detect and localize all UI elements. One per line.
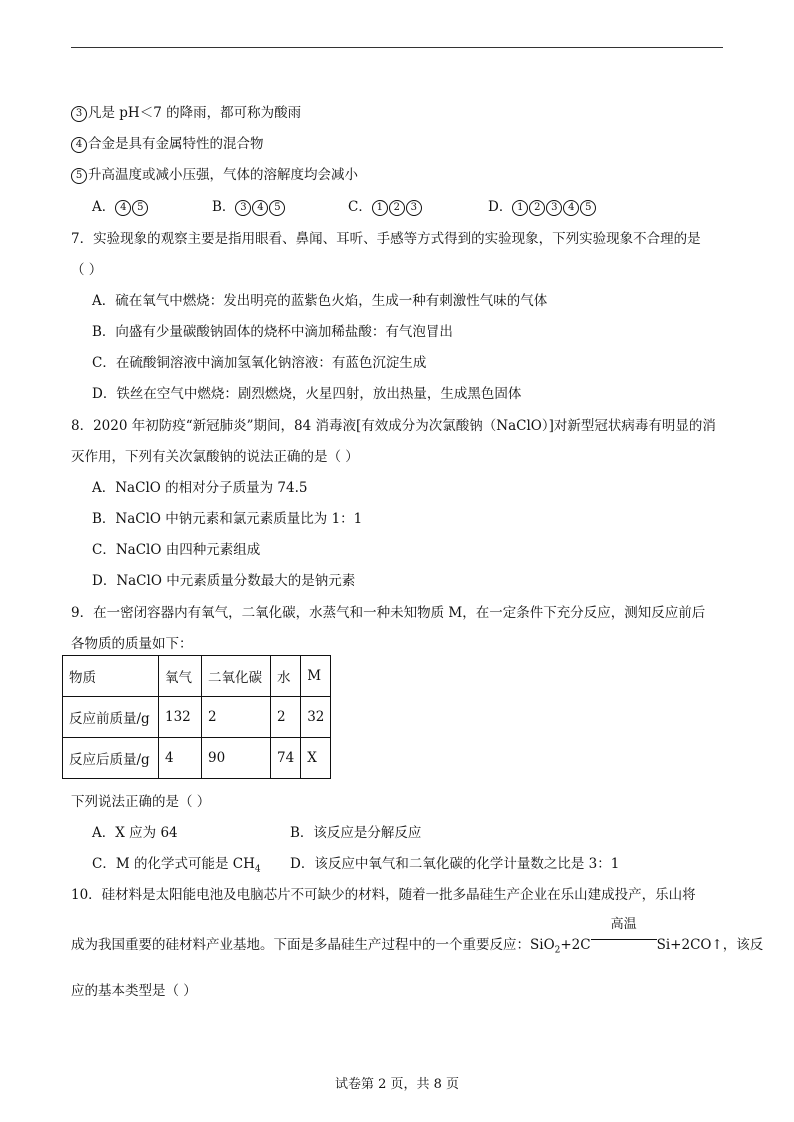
- q7-option-a: A．硫在氧气中燃烧：发出明亮的蓝紫色火焰，生成一种有刺激性气味的气体: [92, 293, 548, 309]
- q7-option-b: B．向盛有少量碳酸钠固体的烧杯中滴加稀盐酸：有气泡冒出: [92, 324, 453, 340]
- table-cell: 物质: [63, 656, 159, 697]
- table-cell: 90: [202, 738, 271, 779]
- q10-stem-line3: 应的基本类型是（ ）: [71, 983, 197, 999]
- q7-option-d: D．铁丝在空气中燃烧：剧烈燃烧，火星四射，放出热量，生成黑色固体: [92, 386, 522, 402]
- reaction-condition: [591, 917, 657, 954]
- circled-number: 4: [563, 200, 579, 216]
- q9-option-b: B．该反应是分解反应: [290, 825, 422, 841]
- table-cell: X: [301, 738, 331, 779]
- q6-option-c: [348, 198, 423, 216]
- circled-number: 2: [389, 200, 405, 216]
- table-cell: 反应后质量/g: [63, 738, 159, 779]
- circled-number: 1: [512, 200, 528, 216]
- q10-stem-line2: [71, 917, 764, 960]
- table-cell: 2: [271, 697, 301, 738]
- stem-text: 成为我国重要的硅材料产业基地。下面是多晶硅生产过程中的一个重要反应：SiO: [71, 937, 555, 953]
- table-row: [63, 738, 331, 779]
- q7-option-c: C．在硫酸铜溶液中滴加氢氧化钠溶液：有蓝色沉淀生成: [92, 355, 427, 371]
- reaction-bar: [591, 939, 657, 940]
- statement-text: 升高温度或减小压强，气体的溶解度均会减小: [88, 167, 358, 183]
- subscript: 4: [254, 864, 261, 875]
- table-row: [63, 697, 331, 738]
- q10-stem-line1: 10．硅材料是太阳能电池及电脑芯片不可缺少的材料，随着一批多晶硅生产企业在乐山建成投产，乐山将: [71, 887, 696, 903]
- q9-prompt: 下列说法正确的是（ ）: [71, 794, 211, 810]
- statement-5: [71, 166, 358, 184]
- table-cell: 32: [301, 697, 331, 738]
- q6-option-d: [488, 198, 597, 216]
- subscript: 2: [554, 945, 561, 956]
- table-cell: 132: [159, 697, 202, 738]
- circled-number: 5: [580, 200, 596, 216]
- circled-number: 5: [132, 200, 148, 216]
- option-letter: D．: [488, 199, 513, 215]
- q9-stem-line1: 9．在一密闭容器内有氧气，二氧化碳，水蒸气和一种未知物质 M，在一定条件下充分反应，测知反应前后: [71, 605, 706, 621]
- q9-option-a: A．X 应为 64: [92, 825, 178, 841]
- circled-number: 3: [546, 200, 562, 216]
- table-header-row: [63, 656, 331, 697]
- circled-number: 2: [529, 200, 545, 216]
- circled-number: 4: [71, 137, 87, 153]
- q9-stem-line2: 各物质的质量如下：: [71, 636, 193, 652]
- option-text: C．M 的化学式可能是 CH: [92, 856, 255, 872]
- circled-number: 3: [71, 106, 87, 122]
- circled-number: 3: [235, 200, 251, 216]
- q7-stem-line2: （ ）: [71, 262, 103, 278]
- q8-option-d: D．NaClO 中元素质量分数最大的是钠元素: [92, 573, 356, 589]
- option-letter: B．: [212, 199, 236, 215]
- option-letter: C．: [348, 199, 372, 215]
- q8-option-a: A．NaClO 的相对分子质量为 74.5: [92, 480, 308, 496]
- table-cell: 二氧化碳: [202, 656, 271, 697]
- circled-number: 5: [269, 200, 285, 216]
- circled-number: 1: [372, 200, 388, 216]
- products-text: Si+2CO↑，该反: [656, 937, 764, 953]
- statement-text: 合金是具有金属特性的混合物: [88, 136, 264, 152]
- statement-text: 凡是 pH＜7 的降雨，都可称为酸雨: [88, 105, 302, 121]
- q8-option-b: B．NaClO 中钠元素和氯元素质量比为 1：1: [92, 511, 363, 527]
- table-cell: M: [301, 656, 331, 697]
- q9-mass-table: [62, 655, 331, 779]
- q8-stem-line2: 灭作用，下列有关次氯酸钠的说法正确的是（ ）: [71, 449, 359, 465]
- q9-option-c: [92, 855, 261, 879]
- table-cell: 2: [202, 697, 271, 738]
- q6-option-b: [212, 198, 286, 216]
- reactant-text: +2C: [560, 937, 591, 953]
- table-cell: 氧气: [159, 656, 202, 697]
- option-letter: A．: [92, 199, 116, 215]
- q9-option-d: D．该反应中氧气和二氧化碳的化学计量数之比是 3：1: [290, 856, 620, 872]
- circled-number: 3: [406, 200, 422, 216]
- table-cell: 4: [159, 738, 202, 779]
- statement-3: [71, 104, 301, 122]
- condition-label: 高温: [610, 917, 637, 932]
- statement-4: [71, 135, 264, 153]
- circled-number: 5: [71, 168, 87, 184]
- q6-option-a: [92, 198, 149, 216]
- page-footer: 试卷第 2 页，共 8 页: [334, 1077, 460, 1092]
- circled-number: 4: [115, 200, 131, 216]
- q8-stem-line1: 8．2020 年初防疫“新冠肺炎”期间，84 消毒液[有效成分为次氯酸钠（NaClO）]对新型冠状病毒有明显的消: [71, 418, 716, 434]
- table-cell: 水: [271, 656, 301, 697]
- table-cell: 74: [271, 738, 301, 779]
- circled-number: 4: [252, 200, 268, 216]
- header-rule: [71, 47, 723, 48]
- q7-stem-line1: 7．实验现象的观察主要是指用眼看、鼻闻、耳听、手感等方式得到的实验现象，下列实验现象不合理的是: [71, 231, 701, 247]
- q8-option-c: C．NaClO 由四种元素组成: [92, 542, 261, 558]
- table-cell: 反应前质量/g: [63, 697, 159, 738]
